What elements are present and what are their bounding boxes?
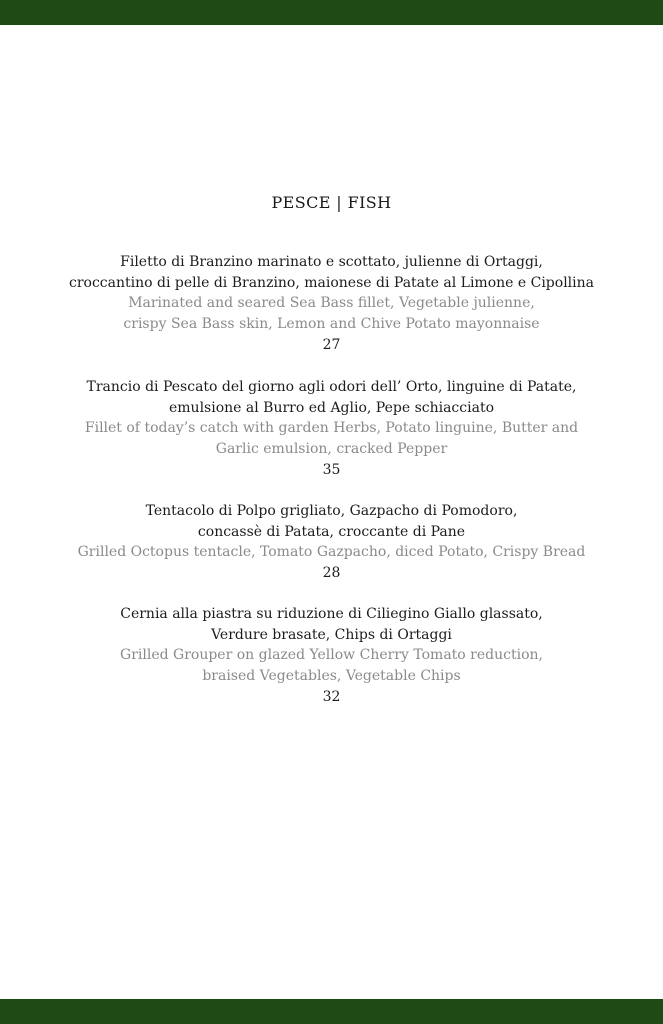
italian-description-line: Cernia alla piastra su riduzione di Ciliegino Giallo glassato, — [120, 606, 543, 622]
english-description-line: Grilled Grouper on glazed Yellow Cherry Tomato reduction, — [120, 647, 543, 664]
english-description-line: Marinated and seared Sea Bass fillet, Vegetable julienne, — [128, 295, 535, 312]
section-title: PESCE | FISH — [271, 193, 392, 212]
english-description-line: Fillet of today’s catch with garden Herbs, Potato linguine, Butter and — [84, 420, 579, 437]
english-description-line: Garlic emulsion, cracked Pepper — [215, 441, 448, 458]
top-green-band — [0, 0, 663, 25]
italian-description-line: concassè di Patata, croccante di Pane — [197, 523, 466, 540]
item-price: 27 — [322, 336, 341, 353]
item-price: 28 — [322, 565, 341, 582]
italian-description-line: emulsione al Burro ed Aglio, Pepe schiacciato — [169, 399, 494, 416]
italian-description-line: Verdure brasate, Chips di Ortaggi — [211, 626, 452, 643]
italian-description-line: croccantino di pelle di Branzino, maionese di Patate al Limone e Cipollina — [69, 274, 594, 291]
bottom-green-band — [0, 999, 663, 1024]
italian-description-line: Trancio di Pescato del giorno agli odori dell’ Orto, linguine di Patate, — [86, 379, 577, 395]
menu-item-polpo — [0, 501, 663, 584]
english-description-line: Grilled Octopus tentacle, Tomato Gazpacho, diced Potato, Crispy Bread — [77, 544, 586, 561]
menu-item-cernia — [0, 604, 663, 708]
item-price: 32 — [322, 688, 341, 705]
item-price: 35 — [322, 461, 341, 478]
menu-item-branzino — [0, 252, 663, 356]
italian-description-line: Filetto di Branzino marinato e scottato, julienne di Ortaggi, — [120, 254, 543, 270]
menu-item-pescato — [0, 377, 663, 481]
english-description-line: crispy Sea Bass skin, Lemon and Chive Potato mayonnaise — [123, 316, 540, 333]
english-description-line: braised Vegetables, Vegetable Chips — [202, 668, 461, 685]
italian-description-line: Tentacolo di Polpo grigliato, Gazpacho di Pomodoro, — [145, 503, 518, 519]
